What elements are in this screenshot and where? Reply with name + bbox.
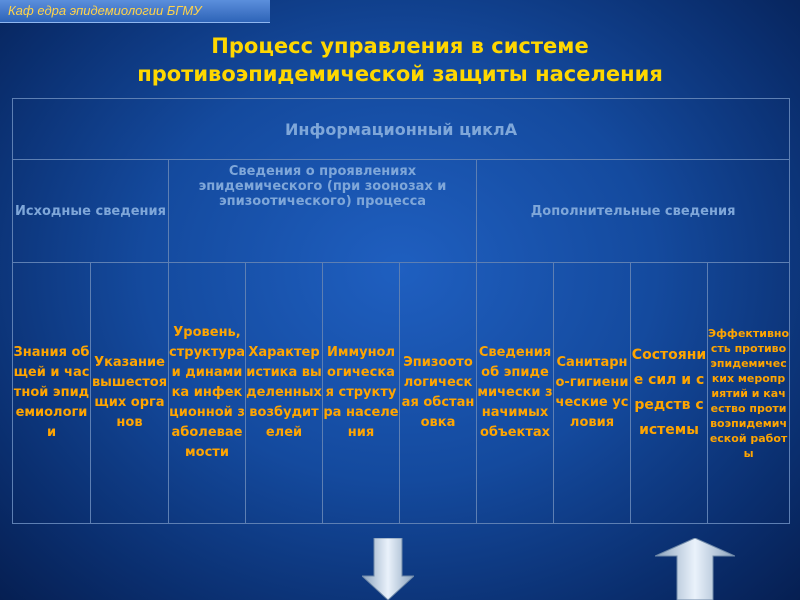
cell-pathogen-characteristics: Характеристика выделенных возбудителей (246, 263, 323, 524)
group-initial-data: Исходные сведения (13, 160, 169, 263)
top-header-cell: Информационный циклА (13, 99, 790, 160)
cell-significant-objects: Сведения об эпидемически значимых объектах (477, 263, 554, 524)
header-bar (0, 0, 270, 23)
group-epidemic-manifestations: Сведения о проявлениях эпидемического (при зоонозах и эпизоотического) процесса (169, 160, 477, 263)
slide-title (0, 32, 800, 88)
group-additional-data: Дополнительные сведения (477, 160, 790, 263)
cell-immunological-structure: Иммунологическая структура населения (323, 263, 400, 524)
title-line-2: противоэпидемической защиты населения (137, 62, 663, 86)
cell-sanitary-conditions: Санитарно-гигиенические условия (554, 263, 631, 524)
cell-epizootic-situation: Эпизоотологическая обстановка (400, 263, 477, 524)
up-arrow-icon (655, 538, 735, 600)
cell-system-resources: Состояние сил и средств системы (631, 263, 708, 524)
cell-morbidity-level: Уровень, структура и динамика инфекционной заболеваемости (169, 263, 246, 524)
information-cycle-table (12, 98, 790, 524)
cell-measures-effectiveness: Эффективность противоэпидемических мероприятий и качество противоэпидемической работы (708, 263, 790, 524)
department-label: Каф едра эпидемиологии БГМУ (8, 3, 202, 18)
down-arrow-icon (362, 538, 414, 600)
title-line-1: Процесс управления в системе (211, 34, 589, 58)
cell-higher-authorities: Указание вышестоящих органов (91, 263, 169, 524)
cell-epidemiology-knowledge: Знания общей и частной эпидемиологии (13, 263, 91, 524)
